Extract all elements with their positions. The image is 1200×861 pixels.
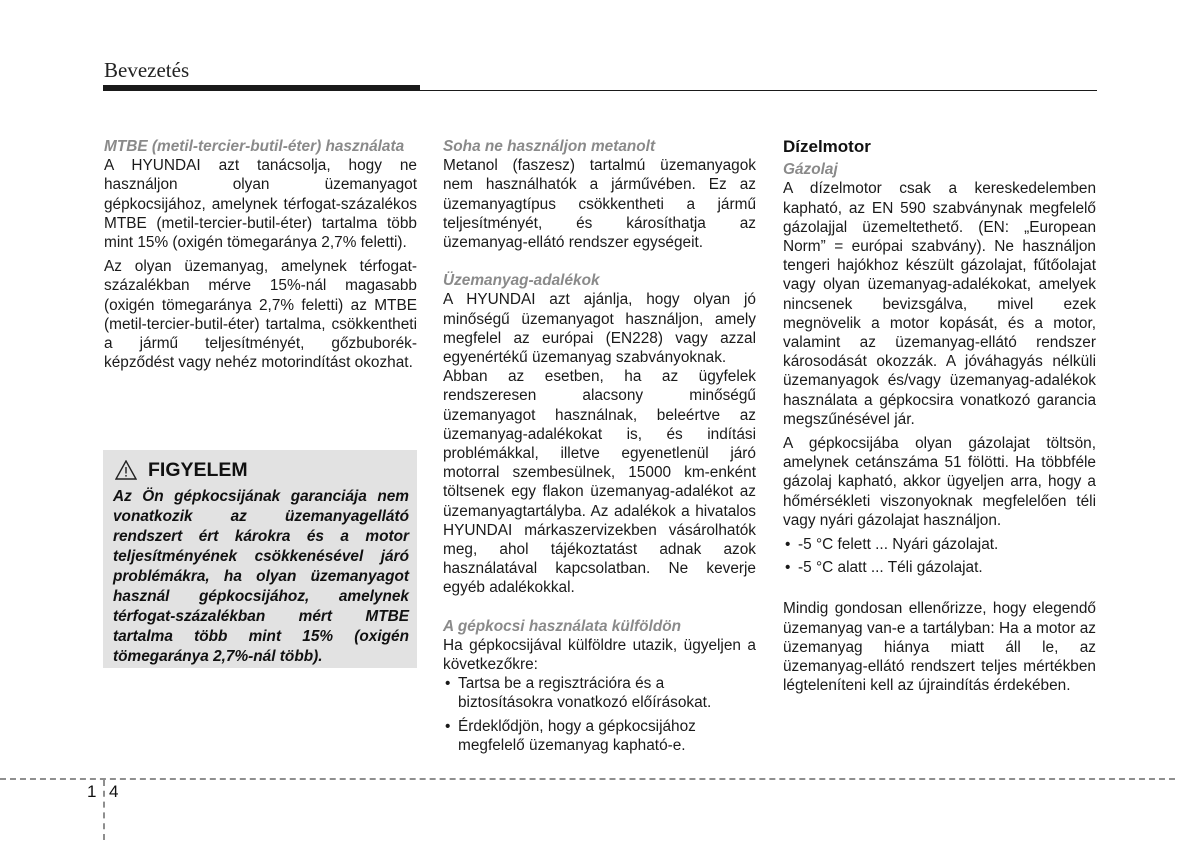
diesel-bullet-list (783, 535, 1096, 577)
warning-title: FIGYELEM (148, 459, 248, 481)
warning-text: Az Ön gépkocsijának garanciája nem vonatkozik az üzemanyagellátó rendszert ért károkra és a motor teljesítményének csökkenésével járó problémákra, ha olyan üzemanyagot használ gépkocsijához, amelynek térfogat-százalékban mért MTBE tartalma több mint 15% (oxigén tömegaránya 2,7%-nál több). (113, 488, 409, 665)
bullet-icon: • (445, 675, 451, 693)
diesel-paragraph-1: A dízelmotor csak a kereskedelemben kapható, az EN 590 szabványnak megfelelő gázolajjal üzemeltethető. (EN: „European Norm” = európai szabvány). Ne használjon tengeri hajókhoz készült gázolajat, fűtőolajat vagy olyan üzemanyag-adalékokat, amelyek nincsenek bevizsgálva, mivel ezek megnövelik a motor kopását, és a motor, valamint az üzemanyag-ellátó rendszer károsodását okozzák. A jóváhagyás nélküli üzemanyagok és/vagy üzemanyag-adalékok használata a gépkocsira vonatkozó garancia megszűnésével jár. (783, 180, 1096, 428)
bullet-icon: • (445, 717, 451, 735)
diesel-paragraph-2: A gépkocsijába olyan gázolajat töltsön, amelynek cetánszáma 51 fölötti. Ha többféle gázolaj kapható, akkor ügyeljen arra, hogy a hőmérsékleti viszonyoknak megfelelően téli vagy nyári gázolajat használjon. (783, 435, 1096, 529)
methanol-paragraph: Metanol (faszesz) tartalmú üzemanyagok nem használhatók a járművében. Ez az üzemanyagtípus csökkentheti a jármű teljesítményét, és károsíthatja az üzemanyag-ellátó rendszer egységeit. (443, 157, 756, 252)
footer-divider (0, 778, 1175, 780)
diesel-heading: Dízelmotor (783, 137, 871, 156)
additives-paragraph-2: Abban az esetben, ha az ügyfelek rendszeresen alacsony minőségű üzemanyagot használnak, beleértve az üzemanyag-adalékokat is, és indítási problémákkal, illetve egyenetlenül járó motorral szembesülnek, 15000 km-enként töltsenek egy flakon üzemanyag-adalékot az üzemanyagtartályba. Az adalékok a hivatalos HYUNDAI márkaszervizekben vásárolhatók meg, ahol tájékoztatást adnak azok használatával kapcsolatban. Ne keverje egyéb adalékokkal. (443, 368, 756, 597)
header-rule-thin (420, 90, 1097, 91)
warning-box (103, 450, 417, 668)
abroad-bullet-list (443, 674, 756, 755)
mtbe-paragraph-2: Az olyan üzemanyag, amelynek térfogat-százalékban mérve 15%-nál magasabb (oxigén tömegaránya 2,7% feletti) az MTBE (metil-tercier-butil-éter) tartalma, csökkentheti a jármű teljesítményét, gőzbuborék-képződést vagy nehéz motorindítást okozhat. (104, 258, 417, 372)
bullet-icon: • (785, 559, 791, 577)
list-item: • -5 °C felett ... Nyári gázolajat. (785, 536, 999, 554)
mtbe-subheading: MTBE (metil-tercier-butil-éter) használata (104, 138, 405, 155)
list-item: • Tartsa be a regisztrációra és a biztosításokra vonatkozó előírásokat. (445, 675, 712, 712)
warning-triangle-icon (115, 460, 137, 480)
diesel-subheading: Gázolaj (783, 161, 838, 179)
additives-subheading: Üzemanyag-adalékok (443, 272, 600, 290)
column-middle (443, 137, 756, 759)
page-section-title: Bevezetés (104, 58, 190, 82)
mtbe-paragraph-1: A HYUNDAI azt tanácsolja, hogy ne használjon olyan üzemanyagot gépkocsijához, amelynek térfogat-százalékos MTBE (metil-tercier-butil-éter) tartalma több mint 15% (oxigén tömegaránya 2,7% feletti). (104, 157, 417, 252)
list-item: • Érdeklődjön, hogy a gépkocsijához megfelelő üzemanyag kapható-e. (445, 717, 696, 754)
page-number: 4 (109, 782, 119, 801)
diesel-paragraph-3: Mindig gondosan ellenőrizze, hogy elegendő üzemanyag van-e a tartályban: Ha a motor az üzemanyag hiánya miatt áll le, az üzemanyag-ellátó rendszert teljes mértékben légteleníteni kell az újraindítás érdekében. (783, 600, 1096, 695)
methanol-subheading: Soha ne használjon metanolt (443, 138, 656, 155)
column-left (104, 137, 417, 377)
column-right (783, 137, 1096, 700)
header-rule-thick (103, 85, 420, 91)
list-item: • -5 °C alatt ... Téli gázolajat. (785, 559, 983, 577)
additives-paragraph-1: A HYUNDAI azt ajánlja, hogy olyan jó minőségű üzemanyagot használjon, amely megfelel az európai (EN228) vagy azzal egyenértékű üzemanyag szabványoknak. (443, 291, 756, 367)
abroad-paragraph: Ha gépkocsijával külföldre utazik, ügyeljen a következőkre: (443, 636, 756, 674)
footer-vertical-divider (103, 780, 105, 840)
bullet-icon: • (785, 536, 791, 554)
chapter-number: 1 (87, 782, 97, 801)
abroad-subheading: A gépkocsi használata külföldön (443, 617, 682, 635)
